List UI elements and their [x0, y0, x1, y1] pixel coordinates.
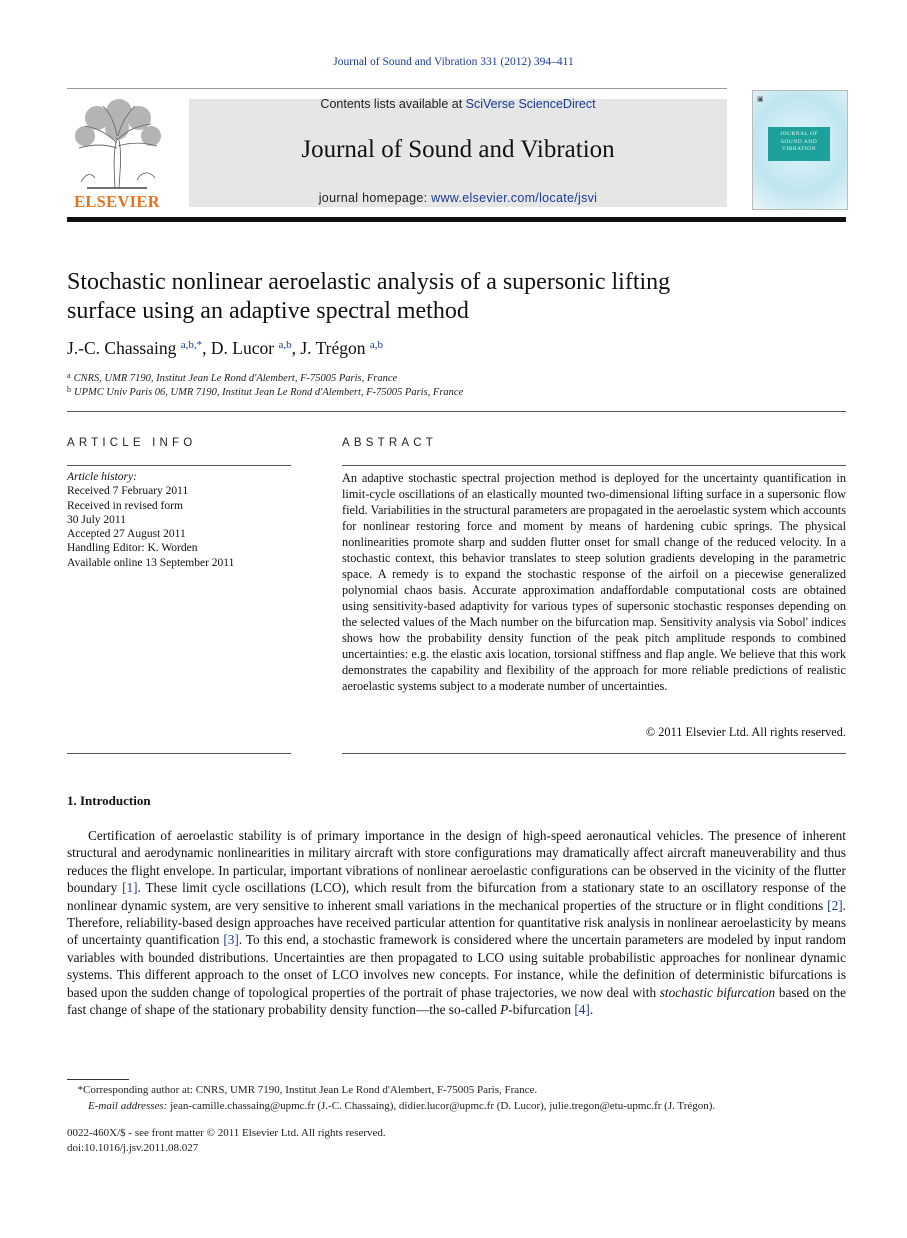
- abstract-heading: ABSTRACT: [342, 437, 437, 449]
- author-affiliation-marks[interactable]: a,b: [278, 339, 292, 351]
- journal-citation[interactable]: Journal of Sound and Vibration 331 (2012) 394–411: [333, 56, 574, 68]
- history-item: Received in revised form: [67, 499, 183, 512]
- author-name: J.-C. Chassaing: [67, 338, 177, 358]
- doi-line[interactable]: doi:10.1016/j.jsv.2011.08.027: [67, 1142, 199, 1154]
- reference-link-3[interactable]: [3]: [223, 932, 239, 948]
- author-name: J. Trégon: [300, 338, 366, 358]
- author-list: J.-C. Chassaing $^{a,b,*}$, D. Lucor $^{a,b}$, J. Trégon $^{a,b}$: [67, 338, 384, 358]
- homepage-line: [189, 191, 727, 205]
- article-info-bottom-rule: [67, 753, 291, 754]
- reference-link-1[interactable]: [1]: [122, 880, 138, 896]
- stochastic-bifurcation-term: stochastic bifurcation: [659, 984, 776, 1000]
- footnote-star: *: [77, 1084, 83, 1096]
- contents-prefix: Contents lists available at: [320, 97, 466, 111]
- introduction-heading: 1. Introduction: [67, 793, 151, 808]
- cover-corner-icon: ▣: [757, 95, 764, 103]
- introduction-paragraph: Certification of aeroelastic stability is of primary importance in the design of high-speed aeronautical vehicles. The presence of inherent structural and aerodynamic nonlinearities in military aircraft with store configurations may dramatically affect aircraft maneuverability and thus reduces the flight envelope. In particular, important vibrations of nonlinear aeroelastic configurations can be observed in the vicinity of the flutter boundary [1]. These limit cycle oscillations (LCO), which result from the bifurcation from a stationary state to an oscillatory response of the nonlinear dynamic system, are very sensitive to inherent small variations in the mechanical properties of the structure or in flight conditions [2]. Therefore, reliability-based design approaches have received particular attention for quantitative risk analysis in nonlinear aeroelasticity by means of uncertainty quantification [3]. To this end, a stochastic framework is considered where the uncertain parameters are modeled by input random variables with bounded distributions. Uncertainties are then propagated to LCO using suitable probabilistic approaches for nonlinear dynamic systems. This different approach to the onset of LCO involves new concepts. For instance, while the definition of deterministic bifurcations is based upon the sudden change of topological properties of the portrait of phase trajectories, we now deal with stochastic bifurcation based on the fast change of shape of the stationary probability density function—the so-called P-bifurcation [4].: [67, 828, 847, 1018]
- journal-cover-thumbnail-icon: [752, 90, 848, 210]
- corresponding-author-footnote: *Corresponding author at: CNRS, UMR 7190, Institut Jean Le Rond d'Alembert, F-75005 Paris, France.: [67, 1084, 846, 1096]
- article-history: [67, 470, 291, 570]
- article-title: [67, 268, 827, 326]
- abstract-copyright: © 2011 Elsevier Ltd. All rights reserved.: [645, 725, 846, 739]
- abstract-bottom-rule: [342, 753, 846, 754]
- abstract-text: An adaptive stochastic spectral projection method is deployed for the uncertainty quantification in limit-cycle oscillations of an elastically mounted two-dimensional lifting surface in a supersonic flow field. Variabilities in the structural parameters are propagated in the aeroelastic system which accounts for nonlinear restoring force and moment by means of hardening cubic springs. The physical nonlinearities promote sharp and sudden flutter onset for small change of the reduced velocity. In a stochastic context, this behavior translates to steep solution gradients developing in the parametric space. A remedy is to expand the stochastic response of the airfoil on a piecewise generalized polynomial chaos basis. Accurate approximation andaffordable computational costs are obtained using sensitivity-based adaptivity for various types of supersonic stochastic responses depending on the selected values of the Mach number on the bifurcation map. Sensitivity analysis via Sobol' indices shows how the probability density function of the peak pitch amplitude responds to combined uncertainties: e.g. the elastic axis location, torsional stiffness and flap angle. We believe that this work demonstrates the capability and flexibility of the approach for more reliable predictions of realistic aeroelastic systems subject to a moderate number of uncertainties.: [342, 471, 846, 693]
- contents-line: [189, 97, 727, 111]
- article-info-heading: ARTICLE INFO: [67, 437, 197, 449]
- affiliation-divider: [67, 411, 846, 412]
- article-title-line-2: surface using an adaptive spectral method: [67, 298, 469, 324]
- history-item: Received 7 February 2011: [67, 485, 189, 498]
- header-top-rule: [67, 88, 727, 89]
- history-item: Handling Editor: K. Worden: [67, 542, 198, 555]
- p-bifurcation-letter: P: [500, 1002, 509, 1018]
- footnote-rule: [67, 1079, 129, 1080]
- email-addresses[interactable]: jean-camille.chassaing@upmc.fr (J.-C. Chassaing), didier.lucor@upmc.fr (D. Lucor), julie.tregon@etu-upmc.fr (J. Trégon).: [167, 1100, 716, 1112]
- abstract-top-rule: [342, 465, 846, 466]
- homepage-prefix: journal homepage:: [318, 191, 432, 205]
- sciencedirect-link[interactable]: SciVerse ScienceDirect: [465, 97, 596, 111]
- reference-link-4[interactable]: [4]: [574, 1002, 590, 1018]
- affiliation-a: $^a$ CNRS, UMR 7190, Institut Jean Le Rond d'Alembert, F-75005 Paris, France: [67, 371, 398, 384]
- article-history-label: Article history:: [67, 471, 137, 483]
- history-item: 30 July 2011: [67, 513, 126, 526]
- publisher-name: ELSEVIER: [74, 192, 160, 211]
- affiliation-b: $^b$ UPMC Univ Paris 06, UMR 7190, Institut Jean Le Rond d'Alembert, F-75005 Paris, France: [67, 385, 464, 398]
- corresponding-author-mark[interactable]: *: [196, 339, 203, 351]
- reference-link-2[interactable]: [2]: [827, 897, 843, 913]
- author-affiliation-marks[interactable]: a,b,*: [180, 339, 203, 351]
- elsevier-tree-logo-icon: [67, 98, 167, 192]
- journal-name: Journal of Sound and Vibration: [301, 136, 615, 163]
- email-footnote: [67, 1100, 867, 1112]
- header-divider: [67, 217, 846, 222]
- author-name: D. Lucor: [210, 338, 275, 358]
- cover-title: JOURNAL OF SOUND AND VIBRATION: [779, 131, 819, 152]
- email-label: E-mail addresses:: [88, 1100, 168, 1112]
- author-affiliation-marks[interactable]: a,b: [369, 339, 384, 351]
- article-title-line-1: Stochastic nonlinear aeroelastic analysis of a supersonic lifting: [67, 269, 671, 295]
- journal-homepage-link[interactable]: www.elsevier.com/locate/jsvi: [431, 191, 598, 205]
- issn-line: 0022-460X/$ - see front matter © 2011 Elsevier Ltd. All rights reserved.: [67, 1127, 386, 1139]
- history-item: Available online 13 September 2011: [67, 556, 235, 569]
- history-item: Accepted 27 August 2011: [67, 528, 186, 541]
- article-info-top-rule: [67, 465, 291, 466]
